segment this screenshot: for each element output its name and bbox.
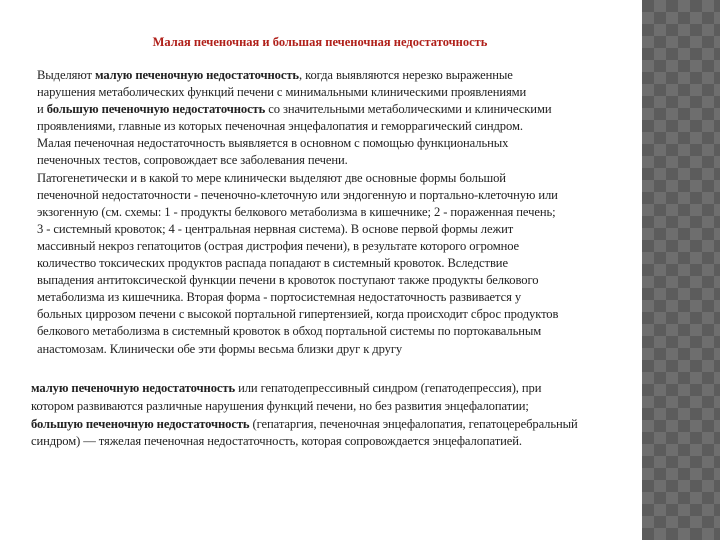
bold-term: большую печеночную недостаточность xyxy=(46,102,266,117)
text-line xyxy=(37,323,558,340)
text-segment: печеночных тестов, сопровождает все заболевания печени. xyxy=(37,153,348,168)
text-segment: 3 - системный кровоток; 4 - центральная нервная система). В основе первой формы лежит xyxy=(37,221,514,236)
text-line xyxy=(37,152,558,169)
text-line xyxy=(31,433,578,451)
text-segment: массивный некроз гепатоцитов (острая дистрофия печени), в результате которого огромное xyxy=(37,238,520,253)
text-line xyxy=(37,101,558,118)
decorative-pattern-strip xyxy=(642,0,720,540)
bold-term: большую печеночную недостаточность xyxy=(31,416,250,431)
text-line xyxy=(37,118,558,135)
text-line xyxy=(37,272,558,289)
text-segment: (гепатаргия, печеночная энцефалопатия, гепатоцеребральный xyxy=(249,416,578,431)
text-line xyxy=(37,221,558,238)
text-segment: со значительными метаболическими и клиническими xyxy=(265,102,552,117)
text-line xyxy=(37,84,558,101)
text-segment: больных циррозом печени с высокой портальной гипертензией, когда происходит сброс продуктов xyxy=(37,307,559,322)
text-segment: анастомозам. Клинически обе эти формы весьма близки друг к другу xyxy=(37,341,403,356)
bold-term: малую печеночную недостаточность xyxy=(94,68,299,82)
slide-title: Малая печеночная и большая печеночная недостаточность xyxy=(152,35,488,49)
text-line xyxy=(37,135,558,152)
text-segment: , когда выявляются нерезко выраженные xyxy=(298,68,513,82)
text-line xyxy=(37,341,558,358)
text-line xyxy=(31,380,578,398)
text-segment: количество токсических продуктов распада попадают в системный кровоток. Вследствие xyxy=(37,256,508,271)
text-segment: белкового метаболизма в системный кровоток в обход портальной системы по портокавальным xyxy=(37,324,542,339)
text-line xyxy=(31,416,578,434)
text-line xyxy=(37,67,558,84)
text-line xyxy=(37,170,558,187)
text-segment: экзогенную (см. схемы: 1 - продукты белкового метаболизма в кишечнике; 2 - пораженная печень; xyxy=(37,204,556,219)
text-line xyxy=(37,204,558,221)
text-segment: проявлениями, главные из которых печеночная энцефалопатия и геморрагический синдром. xyxy=(37,119,523,134)
text-segment: выпадения антитоксической функции печени в кровоток поступают также продукты белкового xyxy=(37,273,539,288)
text-segment: Малая печеночная недостаточность выявляется в основном с помощью функциональных xyxy=(37,136,509,151)
text-line xyxy=(37,238,558,255)
text-line xyxy=(37,255,558,272)
text-line xyxy=(37,187,558,204)
text-segment: синдром) — тяжелая печеночная недостаточность, которая сопровождается энцефалопатией. xyxy=(31,434,522,449)
text-segment: и xyxy=(37,102,47,117)
text-segment: нарушения метаболических функций печени с минимальными клиническими проявлениями xyxy=(37,85,527,100)
text-segment: печеночной недостаточности - печеночно-клеточную или эндогенную и портально-клеточную или xyxy=(37,187,558,202)
text-line xyxy=(37,289,558,306)
text-segment: котором развиваются различные нарушения функций печени, но без развития энцефалопатии; xyxy=(31,398,529,413)
definitions-paragraph xyxy=(31,380,578,451)
bold-term: малую печеночную недостаточность xyxy=(31,381,236,395)
text-segment: или гепатодепрессивный синдром (гепатодепрессия), при xyxy=(235,381,542,395)
text-segment: Выделяют xyxy=(37,68,95,82)
main-paragraph xyxy=(37,67,558,358)
text-line xyxy=(37,306,558,323)
text-segment: Патогенетически и в какой то мере клинически выделяют две основные формы большой xyxy=(37,170,506,185)
text-line xyxy=(31,398,578,416)
text-segment: метаболизма из кишечника. Вторая форма - портосистемная недостаточность развивается у xyxy=(37,290,522,305)
